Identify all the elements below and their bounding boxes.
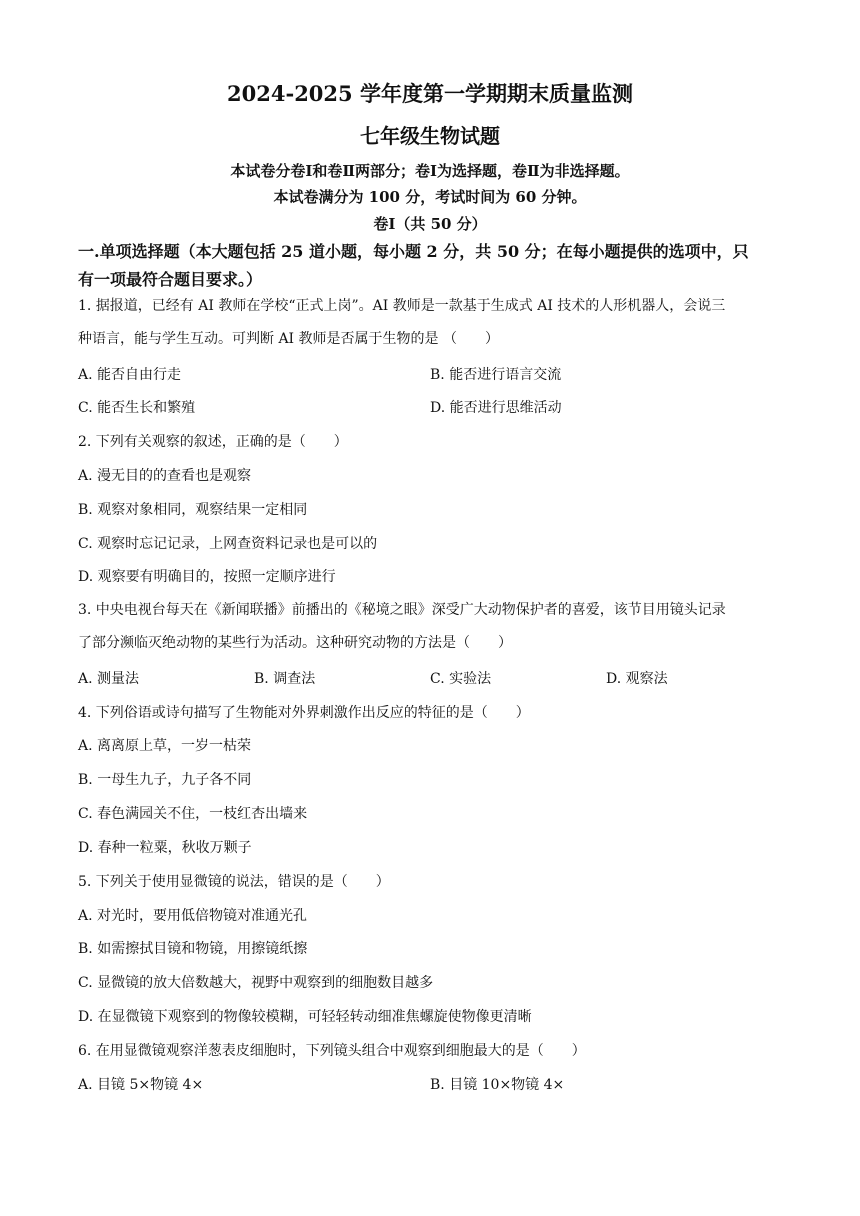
section-heading — [78, 238, 784, 294]
question-3-option-a: A. 测量法 — [78, 671, 140, 687]
question-5-option-b: B. 如需擦拭目镜和物镜，用擦镜纸擦 — [78, 941, 308, 957]
question-3-stem-line-1: 3. 中央电视台每天在《新闻联播》前播出的《秘境之眼》深受广大动物保护者的喜爱，该节目用镜头记录 — [78, 602, 726, 618]
question-1-stem-line-2: 种语言，能与学生互动。可判断 AI 教师是否属于生物的是 （ ） — [78, 331, 499, 347]
question-2-option-b: B. 观察对象相同，观察结果一定相同 — [78, 502, 308, 518]
question-1-option-b: B. 能否进行语言交流 — [430, 367, 562, 383]
question-4-option-d: D. 春种一粒粟，秋收万颗子 — [78, 840, 252, 856]
question-2-stem: 2. 下列有关观察的叙述，正确的是（ ） — [78, 434, 348, 450]
question-2-option-d: D. 观察要有明确目的，按照一定顺序进行 — [78, 569, 336, 585]
question-1-stem-line-1: 1. 据报道，已经有 AI 教师在学校“正式上岗”。AI 教师是一款基于生成式 AI 技术的人形机器人，会说三 — [78, 298, 726, 314]
question-4-option-b: B. 一母生九子，九子各不同 — [78, 772, 252, 788]
question-3-option-d: D. 观察法 — [606, 671, 668, 687]
question-3 — [78, 594, 784, 660]
exam-info-line-2: 本试卷满分为 100 分，考试时间为 60 分钟。 — [273, 188, 587, 206]
question-4-stem: 4. 下列俗语或诗句描写了生物能对外界刺激作出反应的特征的是（ ） — [78, 705, 530, 721]
question-4-option-a: A. 离离原上草，一岁一枯荣 — [78, 738, 252, 754]
exam-subtitle: 七年级生物试题 — [360, 124, 500, 148]
question-3-stem-line-2: 了部分濒临灭绝动物的某些行为活动。这种研究动物的方法是（ ） — [78, 635, 512, 651]
question-1-option-d: D. 能否进行思维活动 — [430, 400, 562, 416]
question-6-stem: 6. 在用显微镜观察洋葱表皮细胞时，下列镜头组合中观察到细胞最大的是（ ） — [78, 1043, 586, 1059]
exam-title: 2024-2025 学年度第一学期期末质量监测 — [227, 81, 633, 106]
question-5-option-d: D. 在显微镜下观察到的物像较模糊，可轻轻转动细准焦螺旋使物像更清晰 — [78, 1009, 532, 1025]
question-1-option-c: C. 能否生长和繁殖 — [78, 400, 196, 416]
question-3-option-c: C. 实验法 — [430, 671, 492, 687]
part-heading: 卷Ⅰ（共 50 分） — [373, 215, 487, 233]
question-2-option-a: A. 漫无目的的查看也是观察 — [78, 468, 252, 484]
question-5-option-c: C. 显微镜的放大倍数越大，视野中观察到的细胞数目越多 — [78, 975, 434, 991]
question-1-option-a: A. 能否自由行走 — [78, 367, 182, 383]
question-6-option-a: A. 目镜 5×物镜 4× — [78, 1077, 204, 1093]
question-4-option-c: C. 春色满园关不住，一枝红杏出墙来 — [78, 806, 308, 822]
question-3-option-b: B. 调查法 — [254, 671, 316, 687]
question-6-option-b: B. 目镜 10×物镜 4× — [430, 1077, 565, 1093]
section-heading-line-1: 一.单项选择题（本大题包括 25 道小题，每小题 2 分，共 50 分；在每小题提供的选项中，只 — [78, 242, 749, 261]
question-5-option-a: A. 对光时，要用低倍物镜对准通光孔 — [78, 908, 308, 924]
question-2-option-c: C. 观察时忘记记录，上网查资料记录也是可以的 — [78, 536, 378, 552]
section-heading-line-2: 有一项最符合题目要求。） — [78, 270, 263, 289]
question-5-stem: 5. 下列关于使用显微镜的说法，错误的是（ ） — [78, 874, 390, 890]
exam-info-line-1: 本试卷分卷Ⅰ和卷Ⅱ两部分；卷Ⅰ为选择题，卷Ⅱ为非选择题。 — [230, 162, 630, 180]
question-1 — [78, 290, 784, 356]
